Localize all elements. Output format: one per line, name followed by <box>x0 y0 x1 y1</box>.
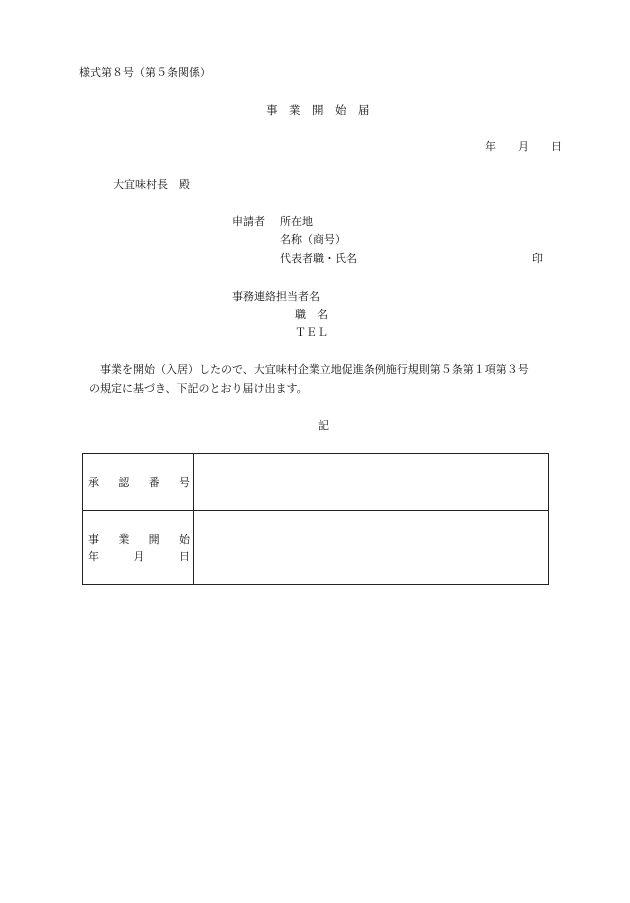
label-char: 日 <box>179 549 190 563</box>
contact-label: 事務連絡担当者名 <box>232 290 320 303</box>
addressee: 大宜味村長 殿 <box>113 178 190 191</box>
table-row-approval-number <box>83 454 549 511</box>
label-char: 事 <box>88 532 99 546</box>
table-row-start-date <box>83 511 549 585</box>
label-char: 始 <box>178 532 190 546</box>
applicant-address-label: 所在地 <box>280 215 313 228</box>
start-date-value[interactable] <box>194 511 549 585</box>
body-text-line-2: の規定に基づき、下記のとおり届け出ます。 <box>89 382 308 395</box>
label-char: 月 <box>133 549 145 563</box>
applicant-rep-label: 代表者職・氏名 <box>280 252 357 265</box>
label-char: 号 <box>178 475 190 489</box>
label-char: 年 <box>88 549 99 563</box>
contact-title-label: 職 名 <box>295 308 328 321</box>
label-char: 開 <box>148 532 160 546</box>
start-date-label <box>83 511 194 585</box>
applicant-label: 申請者 <box>232 215 265 228</box>
label-char: 業 <box>118 532 130 546</box>
contact-tel-label: ＴＥＬ <box>295 326 328 339</box>
approval-number-value[interactable] <box>194 454 549 511</box>
label-char: 承 <box>88 475 99 489</box>
label-char: 認 <box>118 475 130 489</box>
seal-mark: 印 <box>532 252 543 265</box>
document-title: 事 業 開 始 届 <box>266 103 370 117</box>
form-number: 様式第８号（第５条関係） <box>79 66 211 79</box>
date-line: 年 月 日 <box>485 140 562 153</box>
body-text-line-1: 事業を開始（入居）したので、大宜味村企業立地促進条例施行規則第５条第１項第３号 <box>100 363 529 376</box>
details-table <box>82 453 549 585</box>
applicant-name-label: 名称（商号） <box>280 233 346 246</box>
label-char: 番 <box>148 475 160 489</box>
approval-number-label <box>83 454 194 511</box>
ki-heading: 記 <box>318 419 329 432</box>
